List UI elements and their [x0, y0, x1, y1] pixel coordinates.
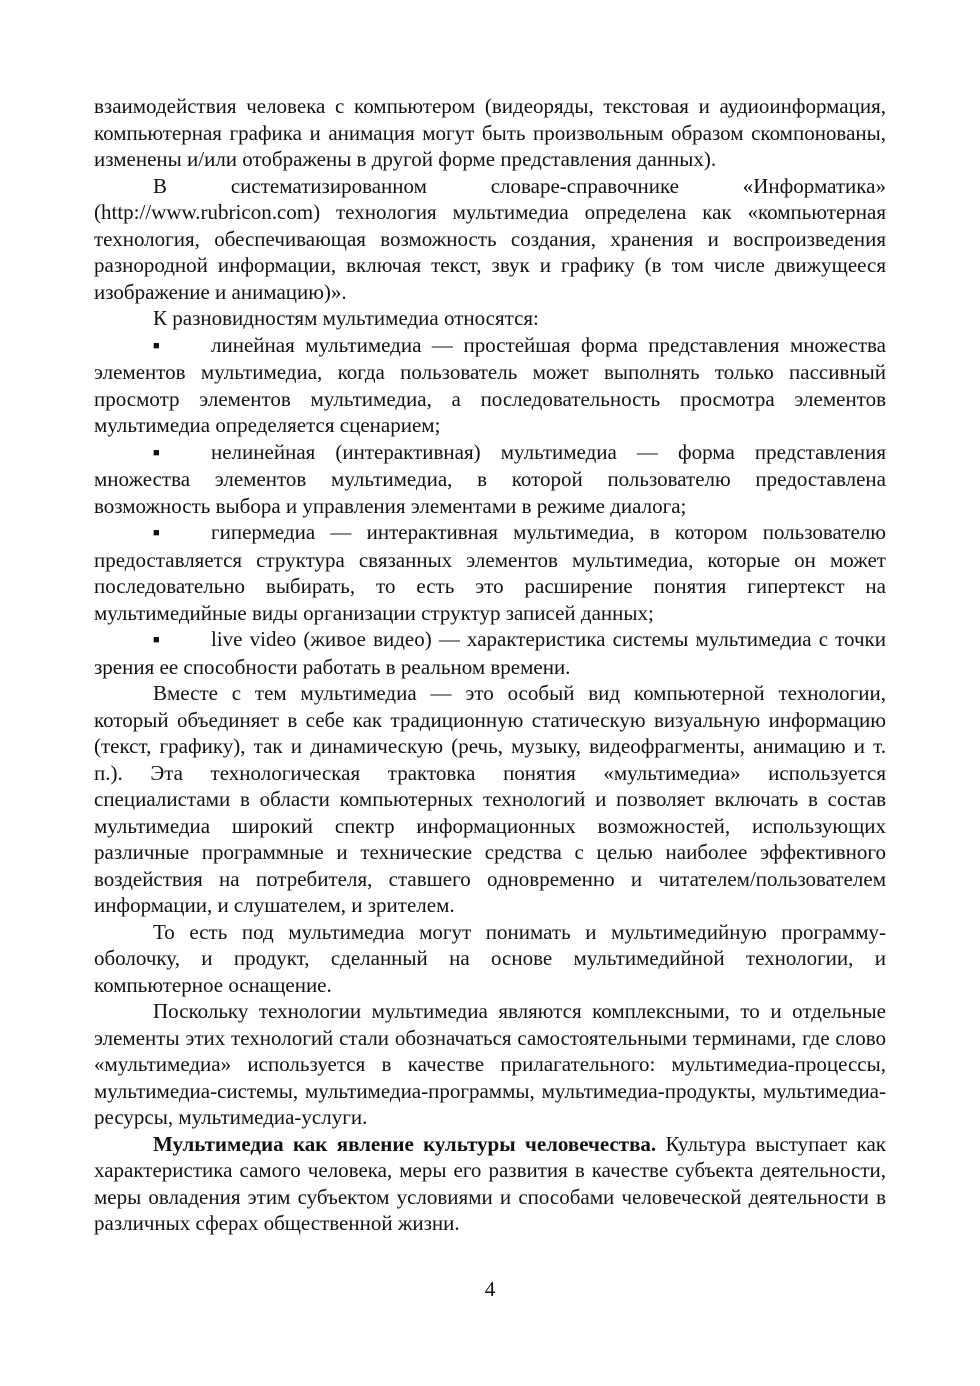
list-item	[94, 439, 886, 520]
section-heading-inline: Мультимедиа как явление культуры человечества.	[153, 1131, 657, 1156]
bullet-square-icon: ■	[153, 339, 160, 352]
paragraph-culture	[94, 1131, 886, 1237]
paragraph-complex-terms: Поскольку технологии мультимедиа являются комплексными, то и отдельные элементы этих технологий стали обозначаться самостоятельными терминами, где слово «мультимедиа» используется в качестве прилагательного: мультимедиа-процессы, мультимедиа-системы, мультимедиа-программы, мультимедиа-продукты, мультимедиа-ресурсы, мультимедиа-услуги.	[94, 999, 886, 1129]
paragraph-dictionary-definition: В систематизированном словаре-справочнике «Информатика» (http://www.rubricon.com) технология мультимедиа определена как «компьютерная технология, обеспечивающая возможность создания, хранения и воспроизведения разнородной информации, включая текст, звук и графику (в том числе движущееся изображение и анимацию)».	[94, 173, 886, 304]
list-item	[94, 626, 886, 680]
paragraph-culture-text: Культура выступает как характеристика самого человека, меры его развития в качестве субъекта деятельности, меры овладения этим субъектом условиями и способами человеческой деятельности в различных сферах общественной жизни.	[94, 1131, 886, 1235]
list-item-text: гипермедиа — интерактивная мультимедиа, в котором пользователю предоставляется структура связанных элементов мультимедиа, которые он может последовательно выбирать, то есть это расширение понятия гипертекст на мультимедийные виды организации структур записей данных;	[94, 520, 886, 625]
paragraph-program-shell: То есть под мультимедиа могут понимать и мультимедийную программу-оболочку, и продукт, сделанный на основе мультимедийной технологии, и компьютерное оснащение.	[94, 919, 886, 997]
list-item	[94, 332, 886, 439]
paragraph-technology-view: Вместе с тем мультимедиа — это особый вид компьютерной технологии, который объединяет в себе как традиционную статическую визуальную информацию (текст, графику), так и динамическую (речь, музыку, видеофрагменты, анимацию и т. п.). Эта технологическая трактовка понятия «мультимедиа» используется специалистами в области компьютерных технологий и позволяет включать в состав мультимедиа широкий спектр информационных возможностей, использующих различные программные и технические средства с целью наиболее эффективного воздействия на потребителя, ставшего одновременно и читателем/пользователем информации, и слушателем, и зрителем.	[94, 681, 886, 917]
bullet-square-icon: ■	[153, 527, 160, 539]
page-number: 4	[484, 1277, 496, 1301]
paragraph-continuation: взаимодействия человека с компьютером (видеоряды, текстовая и аудиоинформация, компьютерная графика и анимация могут быть произвольным образом скомпонованы, изменены и/или отображены в другой форме представления данных).	[94, 94, 886, 171]
document-body	[94, 93, 886, 1237]
bullet-square-icon: ■	[153, 634, 160, 646]
list-item	[94, 519, 886, 626]
bullet-square-icon: ■	[153, 446, 160, 459]
list-item-text: нелинейная (интерактивная) мультимедиа — форма представления множества элементов мультимедиа, в которой пользователю предоставлена возможность выбора и управления элементами в режиме диалога;	[94, 439, 886, 518]
paragraph-types-intro: К разновидностям мультимедиа относятся:	[153, 306, 539, 330]
list-item-text: live video (живое видео) — характеристика системы мультимедиа с точки зрения ее способности работать в реальном времени.	[94, 627, 886, 679]
list-item-text: линейная мультимедиа — простейшая форма представления множества элементов мультимедиа, когда пользователь может выполнять только пассивный просмотр элементов мультимедиа, а последовательность просмотра элементов мультимедиа определяется сценарием;	[94, 332, 886, 437]
